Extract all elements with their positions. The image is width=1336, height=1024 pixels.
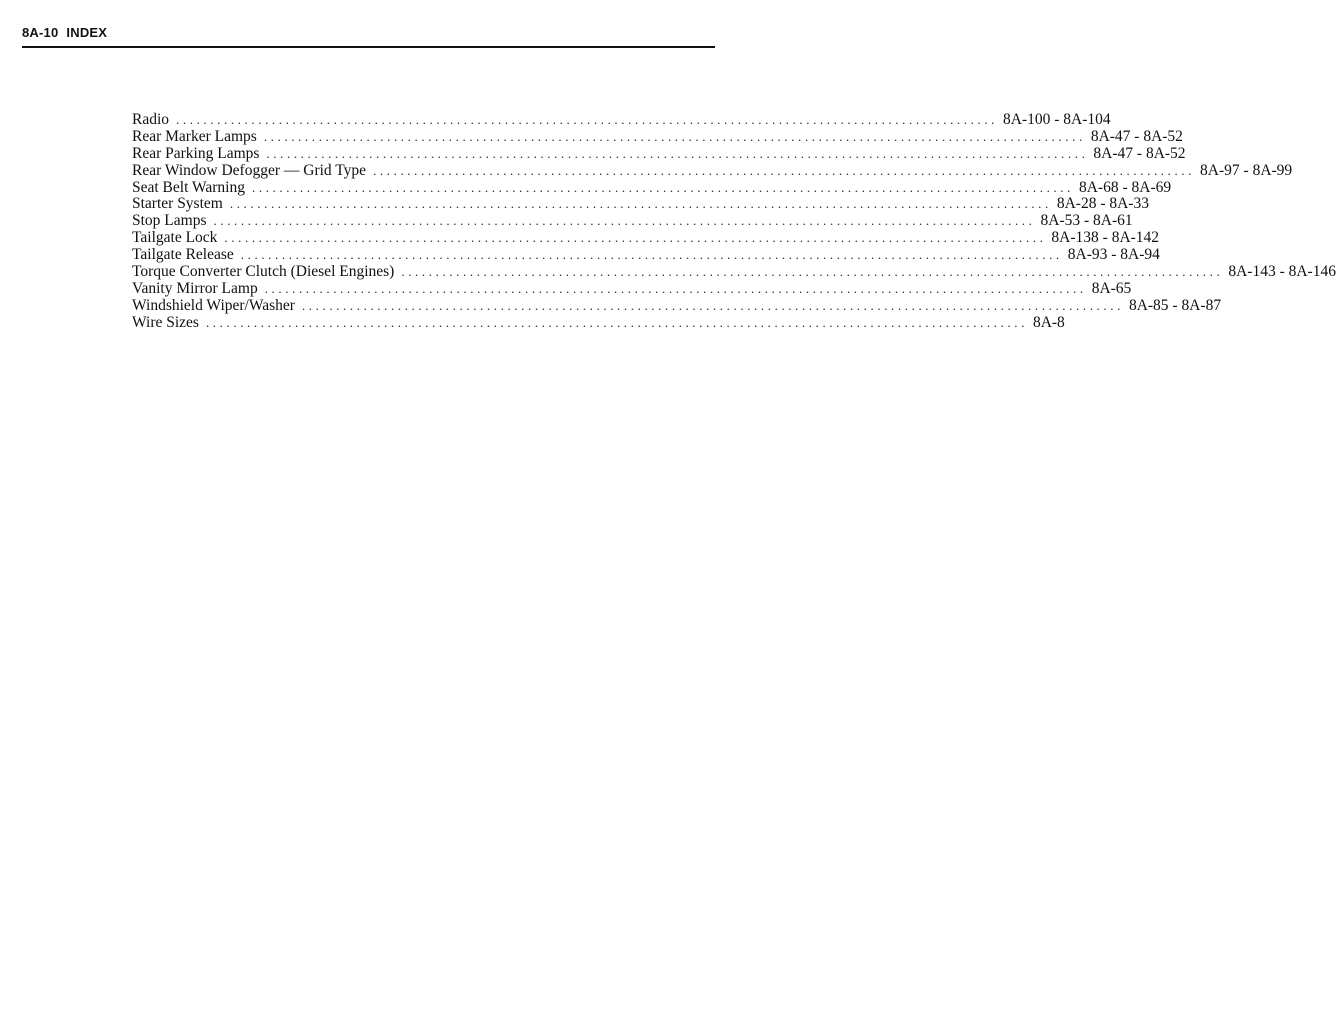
entry-topic: Stop Lamps: [132, 212, 207, 230]
entry-topic: Rear Marker Lamps: [132, 127, 257, 145]
entry-pages: 8A-53 - 8A-61: [1040, 212, 1133, 230]
entry-pages: 8A-143 - 8A-146: [1228, 263, 1336, 281]
index-entry-vanity-mirror-lamp: [132, 279, 1132, 298]
dot-leader: ........................................................................................................................: [229, 196, 1052, 212]
dot-leader: ........................................................................................................................: [224, 230, 1047, 246]
index-entry-torque-converter-clutch: [132, 263, 1336, 281]
entry-topic: Vanity Mirror Lamp: [132, 279, 258, 297]
entry-topic: Starter System: [132, 195, 223, 213]
entry-pages: 8A-97 - 8A-99: [1200, 161, 1293, 179]
section-code: 8A-10: [22, 25, 59, 40]
index-list: [132, 111, 1336, 332]
page-title: INDEX: [66, 25, 108, 40]
entry-topic: Windshield Wiper/Washer: [132, 296, 295, 314]
entry-pages: 8A-47 - 8A-52: [1093, 144, 1186, 162]
dot-leader: ........................................................................................................................: [176, 112, 999, 127]
entry-pages: 8A-28 - 8A-33: [1056, 195, 1149, 213]
entry-pages: 8A-100 - 8A-104: [1003, 111, 1111, 128]
entry-topic: Rear Parking Lamps: [132, 144, 260, 162]
entry-topic: Tailgate Release: [132, 246, 234, 264]
dot-leader: ........................................................................................................................: [251, 179, 1074, 195]
entry-topic: Seat Belt Warning: [132, 178, 245, 196]
dot-leader: ........................................................................................................................: [263, 128, 1086, 144]
index-entry-rear-marker-lamps: [132, 127, 1183, 146]
entry-topic: Wire Sizes: [132, 313, 199, 331]
entry-pages: 8A-93 - 8A-94: [1067, 246, 1160, 264]
index-entry-tailgate-lock: [132, 229, 1160, 247]
entry-topic: Tailgate Lock: [132, 229, 218, 247]
dot-leader: ........................................................................................................................: [401, 264, 1224, 280]
dot-leader: ........................................................................................................................: [264, 280, 1087, 296]
index-entry-stop-lamps: [132, 212, 1133, 230]
dot-leader: ........................................................................................................................: [240, 247, 1063, 263]
entry-topic: Radio: [132, 111, 170, 128]
entry-topic: Rear Window Defogger — Grid Type: [132, 161, 367, 179]
entry-topic: Torque Converter Clutch (Diesel Engines): [132, 263, 395, 281]
entry-pages: 8A-47 - 8A-52: [1090, 127, 1183, 145]
index-entry-windshield-wiper-washer: [132, 296, 1222, 315]
entry-pages: 8A-138 - 8A-142: [1051, 229, 1160, 247]
dot-leader: ........................................................................................................................: [373, 162, 1196, 178]
dot-leader: ........................................................................................................................: [301, 297, 1124, 313]
dot-leader: ........................................................................................................................: [205, 314, 1028, 330]
index-entry-radio: [132, 111, 1111, 129]
entry-pages: 8A-85 - 8A-87: [1128, 296, 1222, 314]
entry-pages: 8A-65: [1091, 279, 1132, 297]
entry-pages: 8A-8: [1032, 313, 1065, 331]
index-entry-seat-belt-warning: [132, 178, 1172, 197]
header-divider: [22, 46, 715, 48]
index-entry-rear-window-defogger: [132, 161, 1293, 180]
index-entry-wire-sizes: [132, 313, 1065, 332]
index-entry-starter-system: [132, 195, 1149, 213]
entry-pages: 8A-68 - 8A-69: [1078, 178, 1172, 196]
index-entry-rear-parking-lamps: [132, 144, 1186, 163]
index-entry-tailgate-release: [132, 246, 1160, 264]
dot-leader: ........................................................................................................................: [266, 145, 1089, 161]
dot-leader: ........................................................................................................................: [213, 213, 1036, 229]
page-header: [22, 25, 715, 41]
